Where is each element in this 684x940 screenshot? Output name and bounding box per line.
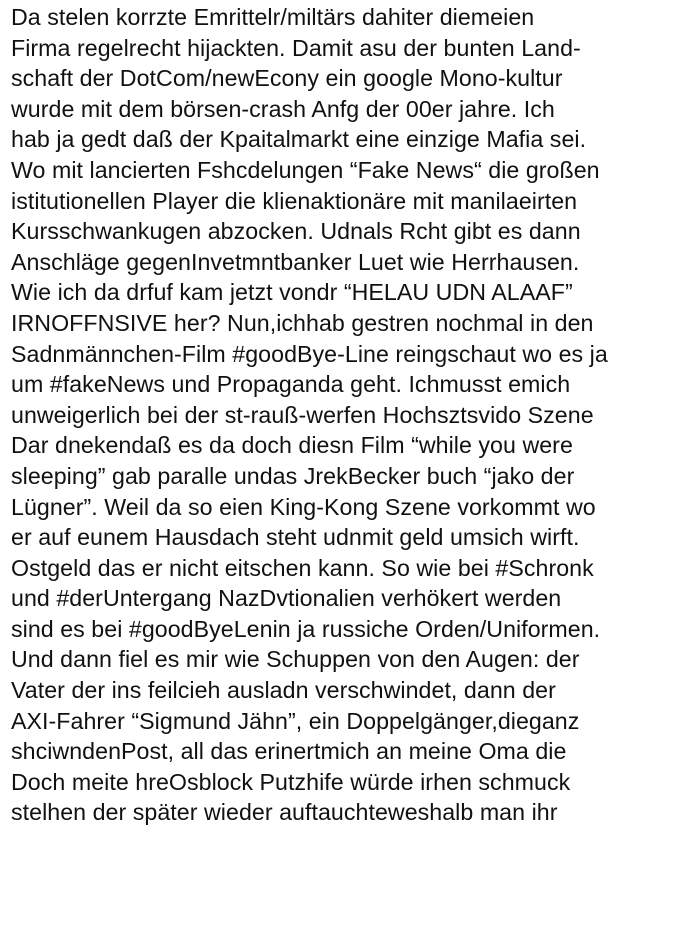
text-line: unweigerlich bei der st-rauß-werfen Hochsztsvido Szene (11, 401, 594, 428)
text-line: hab ja gedt daß der Kpaitalmarkt eine einzige Mafia sei. (11, 126, 587, 153)
text-line: und #derUntergang NazDvtionalien verhökert werden (11, 585, 562, 612)
text-line: schaft der DotCom/newEcony ein google Mono-kultur (11, 65, 563, 92)
text-line: Kursschwankugen abzocken. Udnals Rcht gibt es dann (11, 218, 581, 245)
text-line: Und dann fiel es mir wie Schuppen von den Augen: der (11, 646, 580, 673)
text-line: Lügner”. Weil da so eien King-Kong Szene vorkommt wo (11, 493, 596, 520)
text-line: er auf eunem Hausdach steht udnmit geld umsich wirft. (11, 524, 580, 551)
text-line: Anschläge gegenInvetmntbanker Luet wie Herrhausen. (11, 248, 580, 275)
text-line: shciwndenPost, all das erinertmich an meine Oma die (11, 738, 567, 765)
text-line: um #fakeNews und Propaganda geht. Ichmusst emich (11, 371, 571, 398)
text-line: Doch meite hreOsblock Putzhife würde irhen schmuck (11, 768, 571, 795)
body-text (11, 2, 683, 828)
text-line: Dar dnekendaß es da doch diesn Film “while you were (11, 432, 573, 459)
text-line: istitutionellen Player die klienaktionäre mit manilaeirten (11, 187, 578, 214)
text-line: Ostgeld das er nicht eitschen kann. So wie bei #Schronk (11, 554, 594, 581)
text-line: Wo mit lancierten Fshcdelungen “Fake News“ die großen (11, 156, 600, 183)
text-line: Firma regelrecht hijackten. Damit asu der bunten Land- (11, 34, 581, 61)
text-line: AXI-Fahrer “Sigmund Jähn”, ein Doppelgänger,dieganz (11, 707, 580, 734)
text-line: Sadnmännchen-Film #goodBye-Line reingschaut wo es ja (11, 340, 608, 367)
text-line: IRNOFFNSIVE her? Nun,ichhab gestren nochmal in den (11, 309, 594, 336)
text-line: stelhen der später wieder auftauchteweshalb man ihr (11, 799, 558, 826)
text-line: Da stelen korrzte Emrittelr/miltärs dahiter diemeien (11, 4, 535, 30)
text-line: Wie ich da drfuf kam jetzt vondr “HELAU UDN ALAAF” (11, 279, 573, 306)
text-line: sleeping” gab paralle undas JrekBecker buch “jako der (11, 462, 575, 489)
text-line: Vater der ins feilcieh ausladn verschwindet, dann der (11, 677, 556, 704)
text-line: wurde mit dem börsen-crash Anfg der 00er jahre. Ich (11, 95, 555, 122)
text-line: sind es bei #goodByeLenin ja russiche Orden/Uniformen. (11, 615, 601, 642)
